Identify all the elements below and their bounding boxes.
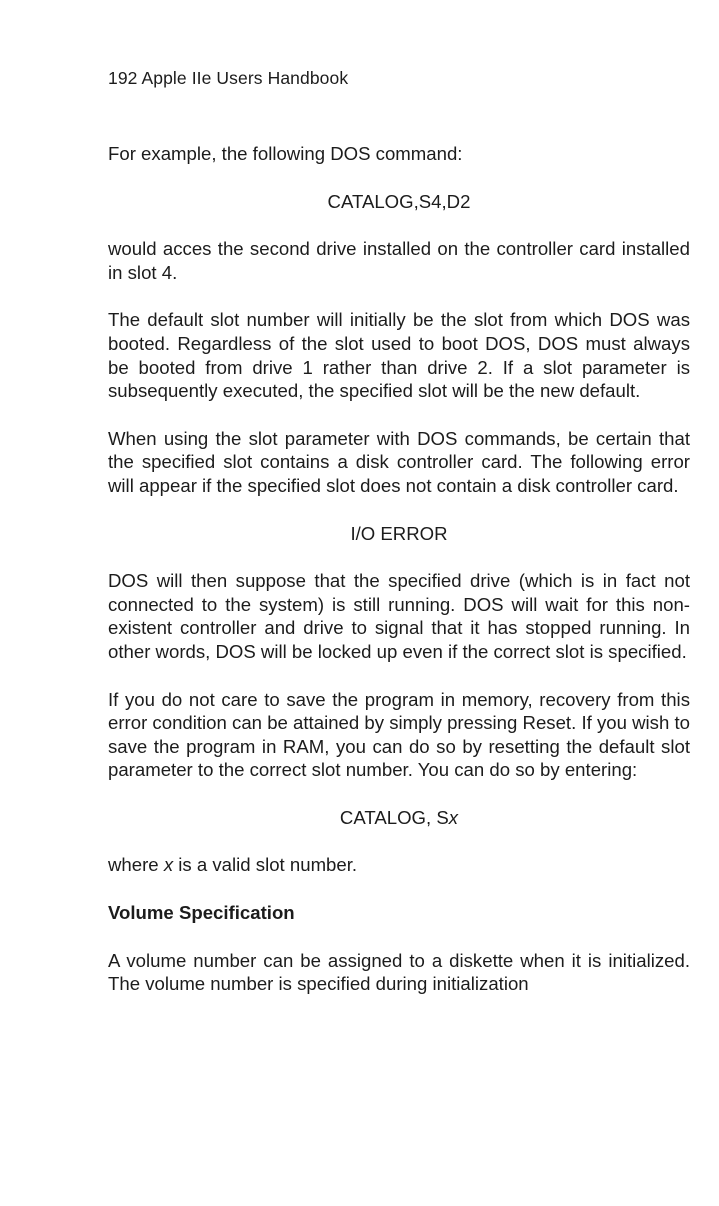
- paragraph-dos-locked: DOS will then suppose that the specified drive (which is in fact not connected to the system) is still running. DOS will wait for this non-existent controller and drive to signal that it has stopped running. In other words, DOS will be locked up even if the correct slot is specified.: [108, 570, 690, 662]
- paragraph-slot-parameter: When using the slot parameter with DOS commands, be certain that the specified slot contains a disk controller card. The following error will appear if the specified slot does not contain a disk controller card.: [108, 427, 690, 496]
- command-catalog-sx-variable: x: [448, 806, 459, 828]
- paragraph-second-drive: would acces the second drive installed on the controller card installed in slot 4.: [108, 238, 690, 283]
- paragraph-default-slot: The default slot number will initially be the slot from which DOS was booted. Regardless of the slot used to boot DOS, DOS must always be booted from drive 1 rather than drive 2. If a slot parameter is subsequently executed, the specified slot will be the new default.: [108, 309, 690, 402]
- where-x-pre: where: [108, 854, 164, 876]
- where-x-variable: x: [163, 854, 174, 876]
- command-catalog-sx: [108, 806, 690, 830]
- paragraph-recovery: If you do not care to save the program in memory, recovery from this error condition can be attained by simply pressing Reset. If you wish to save the program in RAM, you can do so by resetting the default slot parameter to the correct slot number. You can do so by entering:: [108, 688, 690, 781]
- paragraph-intro: For example, the following DOS command:: [108, 143, 463, 164]
- error-message-io: I/O ERROR: [350, 522, 448, 544]
- body-text: [108, 142, 690, 1020]
- command-catalog-sx-prefix: CATALOG, S: [339, 806, 449, 828]
- section-heading-volume: Volume Specification: [108, 902, 295, 924]
- paragraph-volume-number: A volume number can be assigned to a diskette when it is initialized. The volume number is specified during initialization: [108, 949, 690, 995]
- paragraph-where-x: [108, 853, 690, 877]
- running-head: 192 Apple IIe Users Handbook: [108, 68, 349, 88]
- where-x-post: is a valid slot number.: [173, 854, 358, 876]
- command-catalog-s4-d2: CATALOG,S4,D2: [327, 190, 471, 212]
